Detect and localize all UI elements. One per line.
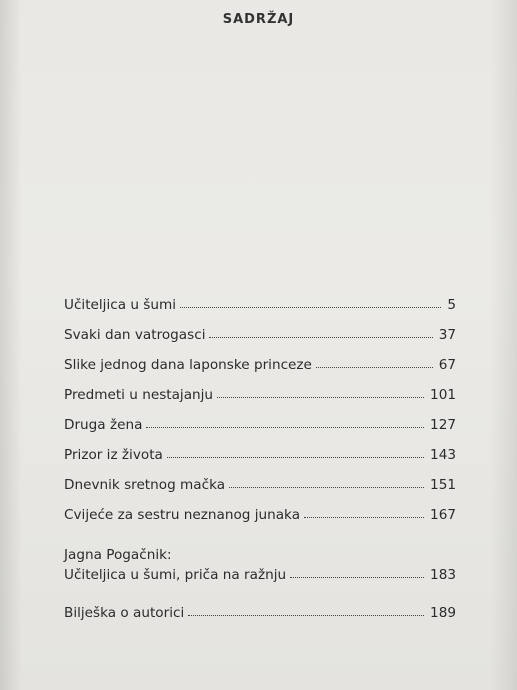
toc-entry bbox=[64, 386, 456, 404]
dot-leader bbox=[316, 367, 433, 368]
dot-leader bbox=[304, 517, 424, 518]
toc-entry-page: 127 bbox=[430, 417, 456, 433]
toc-entry-title: Cvijeće za sestru neznanog junaka bbox=[64, 507, 301, 523]
dot-leader bbox=[167, 457, 424, 458]
toc-entry-page: 151 bbox=[430, 477, 456, 493]
toc-entry-page: 183 bbox=[430, 567, 456, 583]
toc-entry bbox=[64, 506, 456, 524]
dot-leader bbox=[188, 615, 424, 616]
toc-entry-page: 101 bbox=[430, 387, 456, 403]
toc-entry bbox=[64, 296, 456, 314]
toc-entry-title: Slike jednog dana laponske princeze bbox=[64, 357, 312, 373]
dot-leader bbox=[146, 427, 424, 428]
toc-entry-page: 37 bbox=[438, 327, 456, 343]
toc-entry-title: Svaki dan vatrogasci bbox=[64, 327, 206, 343]
toc-entry-page: 5 bbox=[447, 297, 456, 313]
toc-entry-title: Bilješka o autorici bbox=[64, 605, 185, 621]
dot-leader bbox=[180, 307, 441, 308]
toc-entry-afterword bbox=[64, 566, 456, 584]
toc-entry-title: Prizor iz života bbox=[64, 447, 163, 463]
toc-entry bbox=[64, 326, 456, 344]
toc-entry-page: 167 bbox=[430, 507, 456, 523]
toc-entry bbox=[64, 416, 456, 434]
dot-leader bbox=[209, 337, 432, 338]
toc-entry bbox=[64, 476, 456, 494]
page-title: SADRŽAJ bbox=[222, 12, 295, 27]
toc-entry-note bbox=[64, 604, 456, 622]
toc-entry-page: 143 bbox=[430, 447, 456, 463]
toc-entry-title: Učiteljica u šumi bbox=[64, 297, 177, 313]
toc-entry bbox=[64, 446, 456, 464]
toc-entry bbox=[64, 356, 456, 374]
toc-entry-title: Dnevnik sretnog mačka bbox=[64, 477, 226, 493]
toc-entry-title: Druga žena bbox=[64, 417, 143, 433]
toc-entry-title: Predmeti u nestajanju bbox=[64, 387, 214, 403]
dot-leader bbox=[290, 577, 424, 578]
dot-leader bbox=[217, 397, 424, 398]
toc-entry-page: 67 bbox=[438, 357, 456, 373]
toc-entry-title: Učiteljica u šumi, priča na ražnju bbox=[64, 567, 287, 583]
afterword-author: Jagna Pogačnik: bbox=[64, 547, 172, 563]
dot-leader bbox=[229, 487, 424, 488]
toc-entry-page: 189 bbox=[430, 605, 456, 621]
